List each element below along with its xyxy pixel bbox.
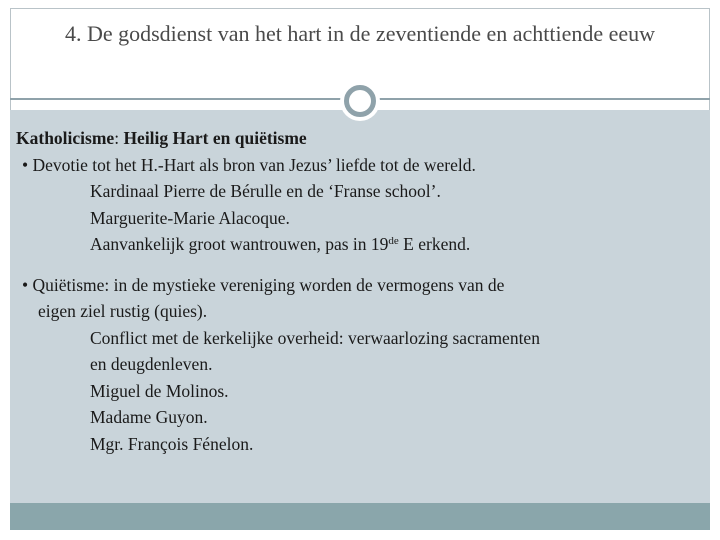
footer-band [10,503,710,530]
paragraph-gap [16,258,696,272]
bullet-devotie: • Devotie tot het H.-Hart als bron van Jezus’ liefde tot de wereld. [22,154,476,175]
erkend-superscript: de [388,235,399,247]
bullet-quietisme-line2: eigen ziel rustig (quies). [38,301,208,321]
slide-title: 4. De godsdienst van het hart in de zeventiende en achttiende eeuw [64,21,656,46]
slide-body [16,125,696,457]
sub-item-conflict-line1: Conflict met de kerkelijke overheid: verwaarlozing sacramenten [90,327,540,348]
bullet-quietisme-line1: • Quiëtisme: in de mystieke vereniging worden de vermogens van de [22,274,505,295]
sub-item-conflict-line2: en deugdenleven. [90,354,213,374]
circle-ring-icon [340,81,380,121]
erkend-text-post: E erkend. [398,234,471,254]
section-heading [16,125,696,152]
heading-part-2: Heilig Hart en quiëtisme [123,128,307,148]
sub-item-berulle: Kardinaal Pierre de Bérulle en de ‘Franse school’. [90,181,441,201]
sub-item-erkend [16,231,696,258]
sub-item-molinos: Miguel de Molinos. [90,380,229,401]
heading-part-1: Katholicisme [16,128,115,148]
ring-inner [344,85,376,117]
sub-item-guyon: Madame Guyon. [90,407,208,427]
erkend-text-pre: Aanvankelijk groot wantrouwen, pas in 19 [90,234,389,254]
heading-colon: : [114,128,124,148]
sub-item-fenelon: Mgr. François Fénelon. [90,433,254,454]
sub-item-alacoque: Marguerite-Marie Alacoque. [90,207,290,228]
